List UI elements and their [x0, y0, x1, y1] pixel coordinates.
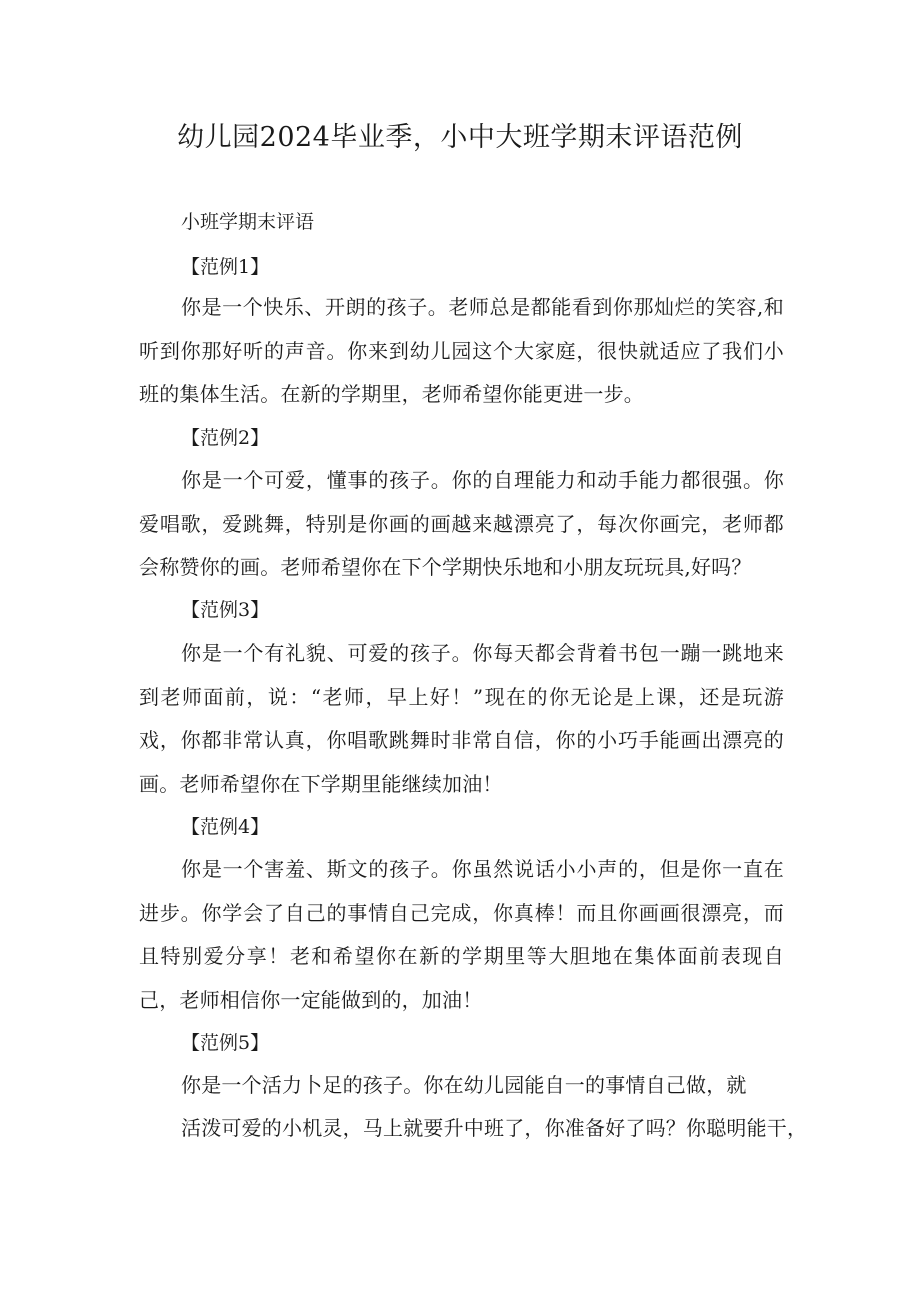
example-label: 【范例4】 [181, 816, 270, 838]
example-line: 你是一个活力卜足的孩子。你在幼儿园能自一的事情自己做，就 [181, 1073, 747, 1097]
example-label: 【范例2】 [181, 427, 270, 449]
example-label: 【范例1】 [181, 256, 270, 278]
section-heading: 小班学期末评语 [181, 211, 315, 233]
example-line: 活泼可爱的小机灵，马上就要升中班了，你准备好了吗？你聪明能干， [181, 1116, 808, 1140]
example-paragraph: 你是一个害羞、斯文的孩子。你虽然说话小小声的，但是你一直在进步。你学会了自己的事情自己完成，你真棒！而且你画画很漂亮，而且特别爱分享！老和希望你在新的学期里等大胆地在集体面前表现自己，老师相信你一定能做到的，加油！ [139, 857, 784, 1012]
example-paragraph: 你是一个快乐、开朗的孩子。老师总是都能看到你那灿烂的笑容,和听到你那好听的声音。你来到幼儿园这个大家庭，很快就适应了我们小班的集体生活。在新的学期里，老师希望你能更进一步。 [139, 295, 784, 406]
example-label: 【范例3】 [181, 599, 270, 621]
example-label: 【范例5】 [181, 1032, 270, 1054]
document-title: 幼儿园2024毕业季，小中大班学期末评语范例 [177, 122, 743, 153]
example-paragraph: 你是一个有礼貌、可爱的孩子。你每天都会背着书包一蹦一跳地来到老师面前，说：“老师，早上好！”现在的你无论是上课，还是玩游戏，你都非常认真，你唱歌跳舞时非常自信，你的小巧手能画出漂亮的画。老师希望你在下学期里能继续加油！ [139, 641, 784, 796]
example-paragraph: 你是一个可爱，懂事的孩子。你的自理能力和动手能力都很强。你爱唱歌，爱跳舞，特别是你画的画越来越漂亮了，每次你画完，老师都会称赞你的画。老师希望你在下个学期快乐地和小朋友玩玩具,好吗？ [139, 468, 784, 579]
